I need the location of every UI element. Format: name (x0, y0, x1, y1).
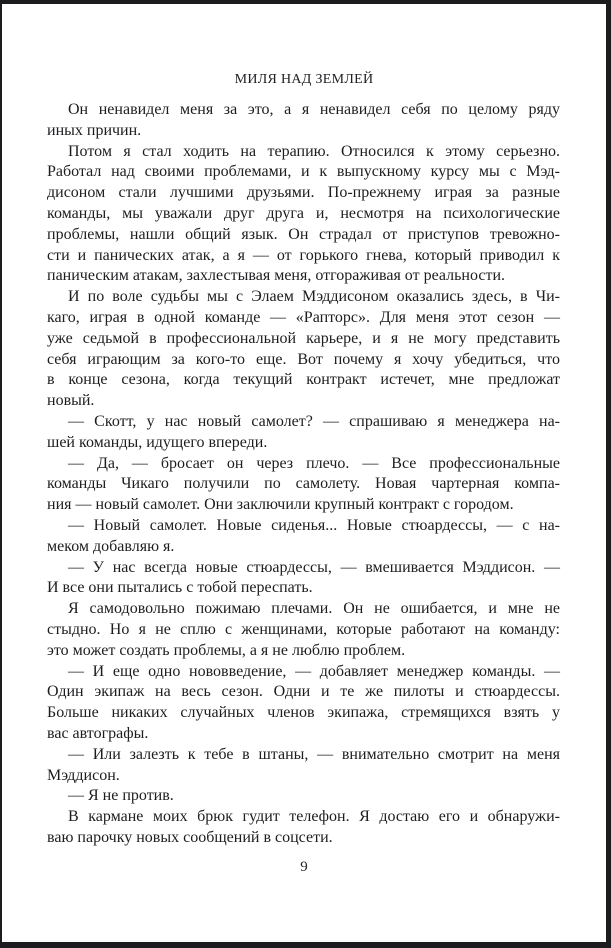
body-line: Он ненавидел меня за это, а я ненавидел себя по целому ряду (68, 101, 560, 118)
paragraph (47, 558, 560, 600)
body-line: это может создать проблемы, а я не люблю проблем. (47, 641, 406, 659)
body-line: шей команды, идущего впереди. (47, 433, 268, 451)
body-line: — У нас всегда новые стюардессы, — вмешивается Мэддисон. — (68, 558, 560, 576)
body-line: в конце сезона, когда текущий контракт истечет, мне предложат (47, 371, 560, 389)
paragraph (47, 807, 560, 849)
body-line: Я самодовольно пожимаю плечами. Он не ошибается, и мне не (68, 600, 560, 618)
body-line: Работал над своими проблемами, и к выпускному курсу мы с Мэд- (47, 163, 560, 181)
page-number: 9 (300, 858, 308, 875)
body-line: проблемы, нашли общий язык. Он страдал от приступов тревожно- (47, 225, 560, 243)
body-line: Мэддисон. (47, 766, 120, 784)
body-line: вас автографы. (47, 724, 149, 742)
body-line: дисоном стали лучшими друзьями. По-прежнему играя за разные (47, 184, 560, 202)
running-title: МИЛЯ НАД ЗЕМЛЕЙ (234, 72, 374, 87)
body-line: В кармане моих брюк гудит телефон. Я достаю его и обнаружи- (68, 808, 560, 826)
body-line: каго, играя в одной команде — «Рапторс». Для меня этот сезон — (47, 308, 560, 326)
paragraph (47, 142, 560, 288)
body-line: иных причин. (47, 121, 142, 139)
body-line: Больше никаких случайных членов экипажа, стремящихся взять у (47, 704, 560, 722)
body-line: — И еще одно нововведение, — добавляет менеджер команды. — (68, 662, 560, 680)
paragraph (47, 287, 560, 412)
body-line: — Или залезть к тебе в штаны, — внимательно смотрит на меня (68, 745, 560, 763)
body-line: ваю парочку новых сообщений в соцсети. (47, 828, 333, 846)
body-line: паническим атакам, захлестывая меня, отгораживая от реальности. (47, 267, 506, 285)
body-line: новый. (47, 392, 95, 410)
paragraph (47, 662, 560, 745)
body-line: команды Чикаго получили по самолету. Новая чартерная компа- (47, 475, 560, 493)
body-line: сти и панических атак, а я — от горького гнева, который приводил к (47, 246, 560, 264)
body-line: Один экипаж на весь сезон. Одни и те же пилоты и стюардессы. (47, 683, 560, 701)
body-line: И все они пытались с тобой переспать. (47, 579, 313, 597)
body-line: уже седьмой в профессиональной карьере, и я не могу представить (47, 329, 560, 347)
body-line: стыдно. Но я не сплю с женщинами, которые работают на команду: (47, 620, 560, 638)
body-line: команды, мы уважали друг друга и, несмотря на психологические (47, 204, 560, 222)
body-line: меком добавляю я. (47, 537, 175, 555)
paragraph (47, 100, 560, 142)
body-line: Потом я стал ходить на терапию. Относился к этому серьезно. (68, 142, 560, 160)
body-line: — Я не против. (68, 787, 174, 805)
body-line: — Да, — бросает он через плечо. — Все профессиональные (68, 454, 560, 472)
body-line: — Скотт, у нас новый самолет? — спрашиваю я менеджера на- (68, 412, 560, 430)
paragraph (47, 516, 560, 558)
paragraph (47, 454, 560, 516)
body-line: — Новый самолет. Новые сиденья... Новые стюардессы, — с на- (68, 516, 560, 534)
body-line: ния — новый самолет. Они заключили крупный контракт с городом. (47, 496, 514, 514)
paragraph (47, 786, 560, 807)
body-line: себя играющим за кого-то еще. Вот почему я хочу убедиться, что (47, 350, 560, 368)
paragraph (47, 745, 560, 787)
paragraph (47, 412, 560, 454)
body-line: И по воле судьбы мы с Элаем Мэддисоном оказались здесь, в Чи- (68, 288, 560, 306)
page-body (47, 100, 560, 849)
paragraph (47, 599, 560, 661)
